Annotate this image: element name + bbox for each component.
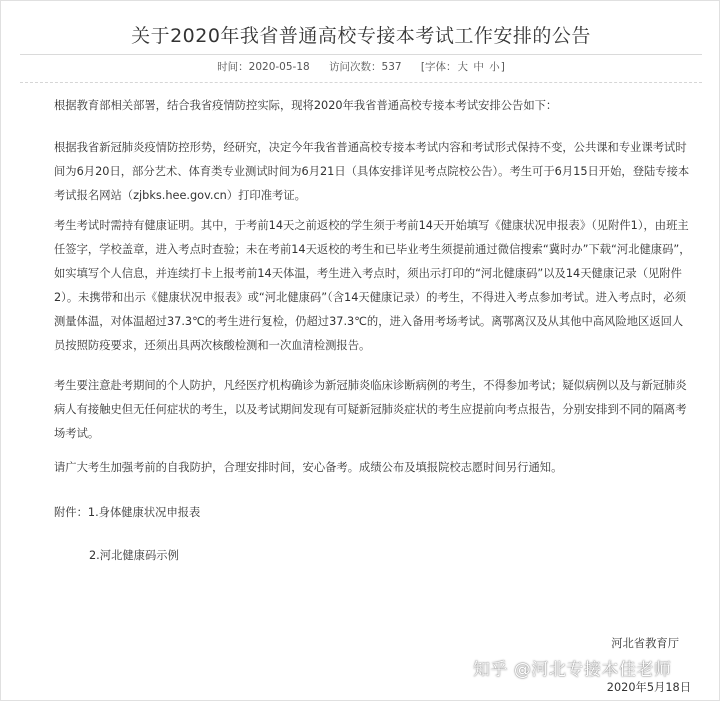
watermark: 知乎 @河北专接本佳老师 bbox=[473, 660, 672, 680]
title-divider bbox=[20, 54, 702, 55]
visit-count: 访问次数：537 bbox=[329, 61, 402, 73]
font-size-control bbox=[421, 61, 505, 73]
font-small-link[interactable]: 小 bbox=[489, 61, 500, 73]
font-large-link[interactable]: 大 bbox=[457, 61, 469, 73]
signature-org: 河北省教育厅 bbox=[611, 637, 679, 650]
meta-info bbox=[1, 59, 720, 74]
paragraph-intro: 根据教育部相关部署，结合我省疫情防控实际，现将2020年我省普通高校专接本考试安排公告如下： bbox=[54, 99, 558, 112]
signature-date: 2020年5月18日 bbox=[606, 681, 691, 694]
attachment-item-1: 附件：1.身体健康状况申报表 bbox=[54, 506, 201, 519]
page-title: 关于2020年我省普通高校专接本考试工作安排的公告 bbox=[131, 25, 591, 47]
font-size-bracket: ] bbox=[500, 61, 505, 73]
publish-time: 时间：2020-05-18 bbox=[217, 61, 310, 73]
paragraph-closing: 请广大考生加强考前的自我防护，合理安排时间，安心备考。成绩公布及填报院校志愿时间另行通知。 bbox=[54, 461, 563, 474]
attachment-item-2: 2.河北健康码示例 bbox=[89, 549, 179, 562]
paragraph-exam-schedule: 根据我省新冠肺炎疫情防控形势，经研究，决定今年我省普通高校专接本考试内容和考试形式保持不变，公共课和专业课考试时间为6月20日，部分艺术、体育类专业测试时间为6月21日（具体安排详见考点院校公告）。考生可于6月15日开始，登陆专接本考试报名网站（zjbks.hee.gov.cn）打印准考证。 bbox=[54, 141, 690, 202]
font-size-label: [字体： bbox=[420, 61, 457, 73]
paragraph-health-certificate: 考生考试时需持有健康证明。其中，于考前14天之前返校的学生须于考前14天开始填写《健康状况申报表》（见附件1），由班主任签字，学校盖章，进入考点时查验；未在考前14天返校的考生和已毕业考生须提前通过微信搜索“冀时办”下载“河北健康码”，如实填写个人信息，并连续打卡上报考前14天体温，考生进入考点时，须出示打印的“河北健康码”以及14天健康记录（见附件2）。未携带和出示《健康状况申报表》或“河北健康码”（含14天健康记录）的考生，不得进入考点参加考试。进入考点时，必须测量体温，对体温超过37.3℃的考生进行复检，仍超过37.3℃的，进入备用考场考试。离鄂离汉及从其他中高风险地区返回人员按照防疫要求，还须出具两次核酸检测和一次血清检测报告。 bbox=[54, 219, 691, 352]
paragraph-personal-protection: 考生要注意赴考期间的个人防护，凡经医疗机构确诊为新冠肺炎临床诊断病例的考生，不得参加考试；疑似病例以及与新冠肺炎病人有接触史但无任何症状的考生，以及考试期间发现有可疑新冠肺炎症状的考生应提前向考点报告，分别安排到不同的隔离考场考试。 bbox=[54, 379, 687, 440]
font-medium-link[interactable]: 中 bbox=[473, 61, 484, 73]
meta-divider bbox=[20, 82, 702, 83]
